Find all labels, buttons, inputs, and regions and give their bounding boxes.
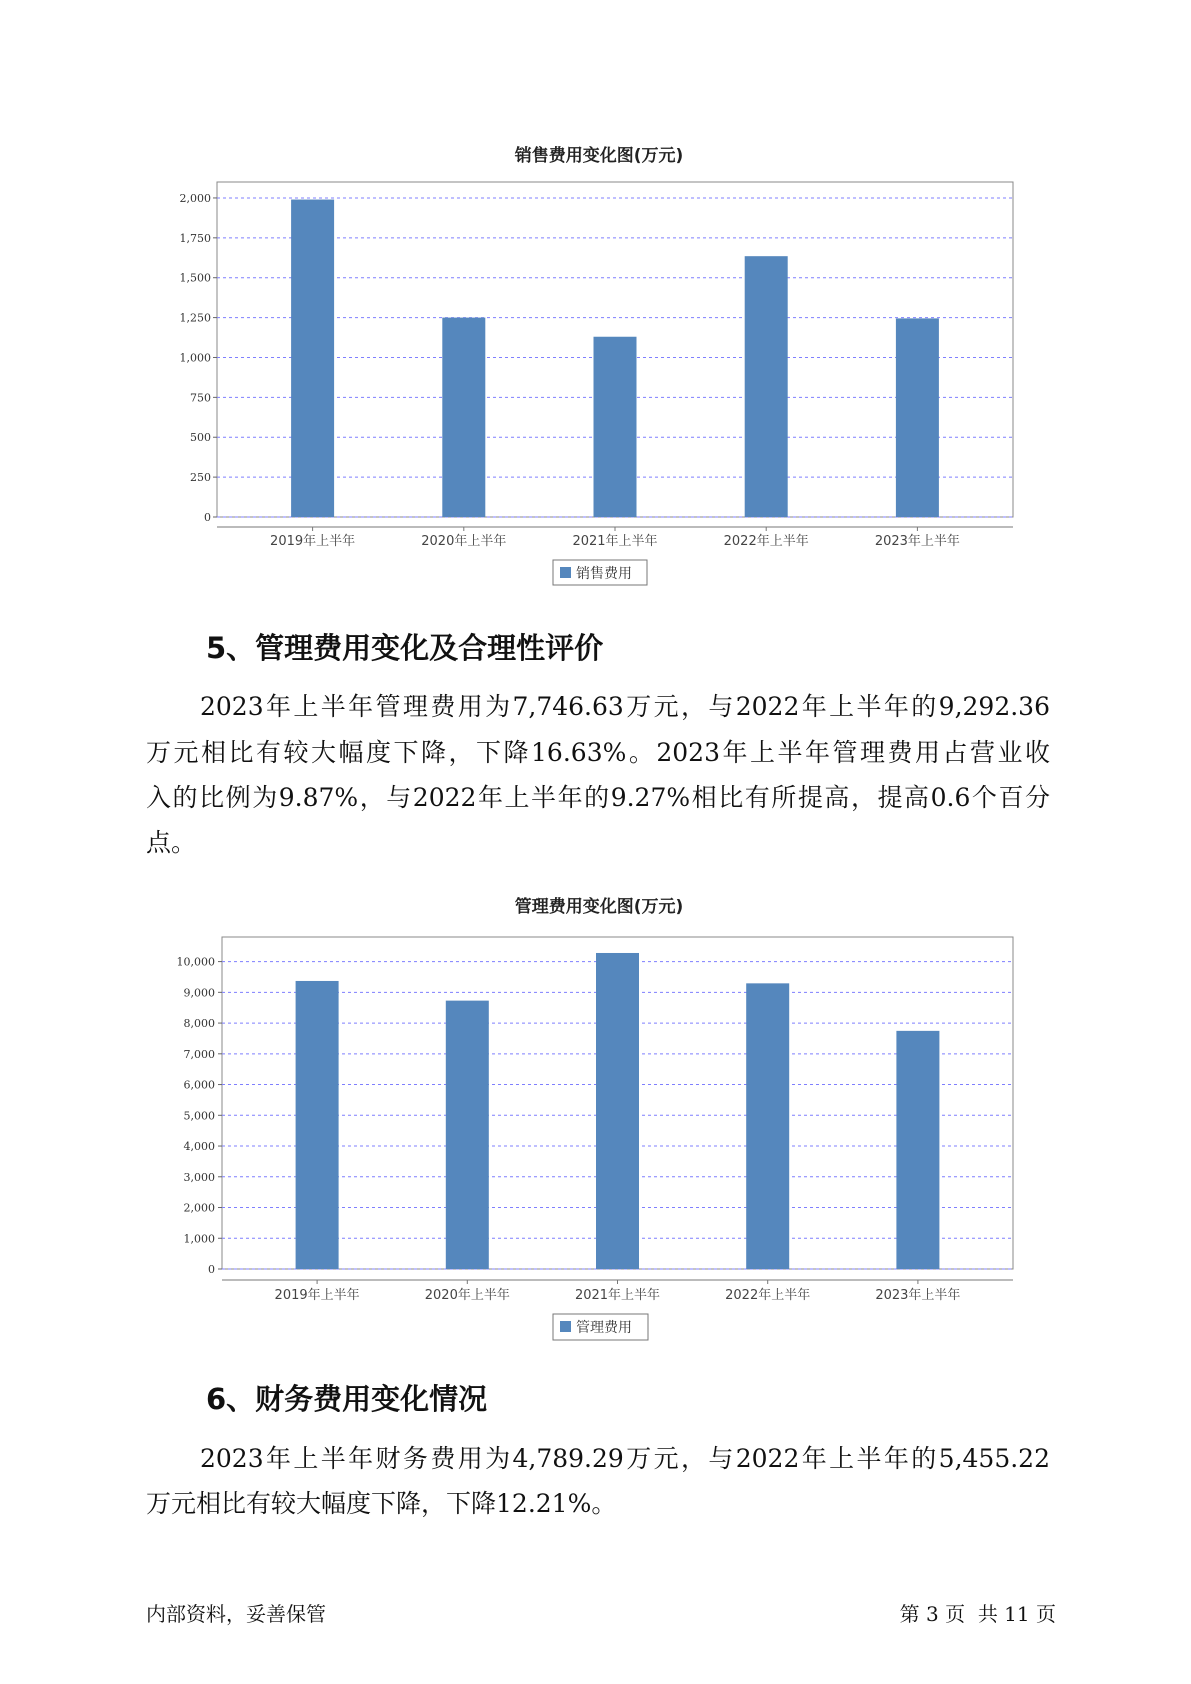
admin-expense-chart — [0, 880, 1191, 1350]
y-tick-label: 6,000 — [183, 1078, 215, 1092]
bar — [746, 983, 789, 1269]
y-tick-label: 3,000 — [183, 1170, 215, 1184]
sales-expense-chart — [0, 130, 1191, 600]
x-tick-label: 2021年上半年 — [574, 1288, 661, 1303]
footer-confidential-note: 内部资料，妥善保管 — [146, 1602, 326, 1626]
paragraph-line: 万元相比有较大幅度下降，下降16.63%。2023年上半年管理费用占营业收 — [146, 738, 1050, 767]
y-tick-label: 1,500 — [179, 271, 211, 285]
x-tick-label: 2019年上半年 — [270, 534, 356, 549]
y-tick-label: 750 — [190, 391, 211, 405]
y-tick-label: 4,000 — [183, 1140, 215, 1154]
section-5-heading: 5、管理费用变化及合理性评价 — [206, 631, 604, 665]
y-tick-label: 1,000 — [179, 351, 211, 365]
y-tick-label: 2,000 — [183, 1201, 215, 1215]
y-tick-label: 500 — [190, 431, 211, 445]
x-tick-label: 2020年上半年 — [424, 1288, 510, 1303]
legend-label: 管理费用 — [576, 1320, 632, 1336]
legend-label: 销售费用 — [576, 566, 632, 582]
y-tick-label: 1,000 — [183, 1232, 215, 1246]
x-tick-label: 2020年上半年 — [421, 534, 507, 549]
bar — [596, 953, 639, 1269]
bar — [442, 318, 485, 517]
chart-legend — [553, 560, 647, 585]
section-6-heading: 6、财务费用变化情况 — [206, 1382, 488, 1416]
paragraph-line: 入的比例为9.87%，与2022年上半年的9.27%相比有所提高，提高0.6个百分 — [146, 783, 1050, 812]
x-tick-label: 2022年上半年 — [723, 534, 809, 549]
x-tick-label: 2019年上半年 — [274, 1288, 360, 1303]
bar — [446, 1001, 489, 1269]
paragraph-line: 点。 — [146, 828, 197, 857]
x-tick-label: 2023年上半年 — [874, 534, 960, 549]
bar — [291, 200, 334, 517]
x-tick-label: 2022年上半年 — [725, 1288, 811, 1303]
y-tick-label: 10,000 — [176, 955, 215, 969]
chart-title: 管理费用变化图(万元) — [514, 897, 684, 917]
x-tick-label: 2023年上半年 — [875, 1288, 961, 1303]
footer-page-number: 第 3 页 共 11 页 — [899, 1602, 1056, 1626]
legend-swatch — [560, 567, 571, 578]
x-tick-label: 2021年上半年 — [572, 534, 658, 549]
bar — [896, 318, 939, 517]
bar — [296, 981, 339, 1269]
bar — [745, 256, 788, 517]
chart-legend — [553, 1314, 648, 1340]
y-tick-label: 0 — [208, 1263, 215, 1276]
y-tick-label: 7,000 — [183, 1047, 215, 1061]
paragraph-line: 2023年上半年管理费用为7,746.63万元，与2022年上半年的9,292.36 — [200, 692, 1050, 721]
y-tick-label: 1,250 — [179, 311, 211, 325]
paragraph-line: 2023年上半年财务费用为4,789.29万元，与2022年上半年的5,455.22 — [200, 1444, 1050, 1473]
y-tick-label: 250 — [190, 471, 211, 485]
y-tick-label: 2,000 — [179, 191, 211, 205]
y-tick-label: 5,000 — [183, 1109, 215, 1123]
y-tick-label: 0 — [204, 511, 211, 524]
bar — [896, 1031, 939, 1269]
chart-title: 销售费用变化图(万元) — [514, 146, 684, 166]
paragraph-line: 万元相比有较大幅度下降，下降12.21%。 — [146, 1489, 617, 1518]
y-tick-label: 1,750 — [179, 231, 211, 245]
legend-swatch — [560, 1321, 571, 1332]
y-tick-label: 9,000 — [183, 986, 215, 1000]
bar — [594, 337, 637, 517]
y-tick-label: 8,000 — [183, 1017, 215, 1031]
